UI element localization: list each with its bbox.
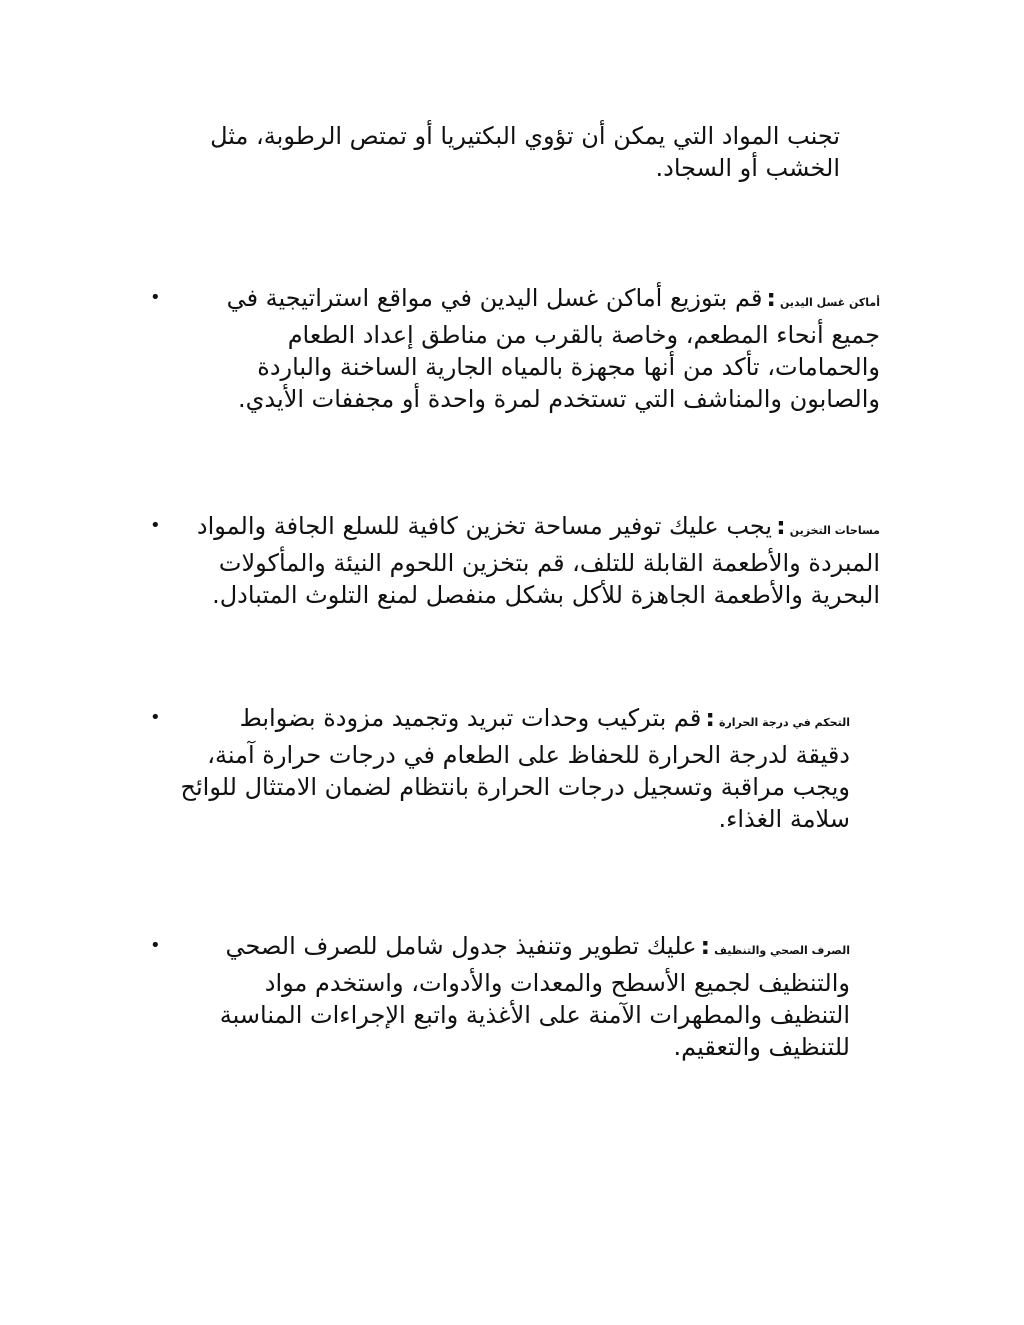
- bullet-icon: •: [150, 707, 161, 728]
- item-heading: أماكن غسل اليدين: [780, 296, 880, 309]
- list-item-body: [180, 282, 880, 415]
- item-text: قم بتركيب وحدات تبريد وتجميد مزودة بضوابط دقيقة لدرجة الحرارة للحفاظ على الطعام في درجات حرارة آمنة، ويجب مراقبة وتسجيل درجات الحرارة بانتظام لضمان الامتثال للوائح سلامة الغذاء.: [180, 704, 850, 833]
- item-heading: مساحات التخزين: [789, 524, 880, 537]
- item-heading: الصرف الصحي والتنظيف: [714, 944, 850, 957]
- item-colon: :: [776, 512, 786, 540]
- item-heading: التحكم في درجة الحرارة: [718, 716, 850, 729]
- bullet-icon: •: [150, 515, 161, 536]
- item-text: يجب عليك توفير مساحة تخزين كافية للسلع الجافة والمواد المبردة والأطعمة القابلة للتلف، قم بتخزين اللحوم النيئة والمأكولات البحرية والأطعمة الجاهزة للأكل بشكل منفصل لمنع التلوث المتبادل.: [196, 512, 880, 609]
- bullet-icon: •: [150, 287, 161, 308]
- list-item-body: [180, 510, 880, 611]
- item-text: عليك تطوير وتنفيذ جدول شامل للصرف الصحي والتنظيف لجميع الأسطح والمعدات والأدوات، واستخدم مواد التنظيف والمطهرات الآمنة على الأغذية واتبع الإجراءات المناسبة للتنظيف والتعقيم.: [219, 932, 850, 1061]
- list-item-body: [180, 702, 850, 835]
- item-colon: :: [700, 932, 711, 960]
- bullet-icon: •: [150, 935, 161, 956]
- item-colon: :: [766, 284, 777, 312]
- intro-paragraph: تجنب المواد التي يمكن أن تؤوي البكتيريا أو تمتص الرطوبة، مثل الخشب أو السجاد.: [210, 122, 840, 182]
- list-item-body: [180, 930, 850, 1063]
- item-text: قم بتوزيع أماكن غسل اليدين في مواقع استراتيجية في جميع أنحاء المطعم، وخاصة بالقرب من مناطق إعداد الطعام والحمامات، تأكد من أنها مجهزة بالمياه الجارية الساخنة والباردة والصابون والمناشف التي تستخدم لمرة واحدة أو مجففات الأيدي.: [226, 284, 880, 413]
- item-colon: :: [705, 704, 715, 732]
